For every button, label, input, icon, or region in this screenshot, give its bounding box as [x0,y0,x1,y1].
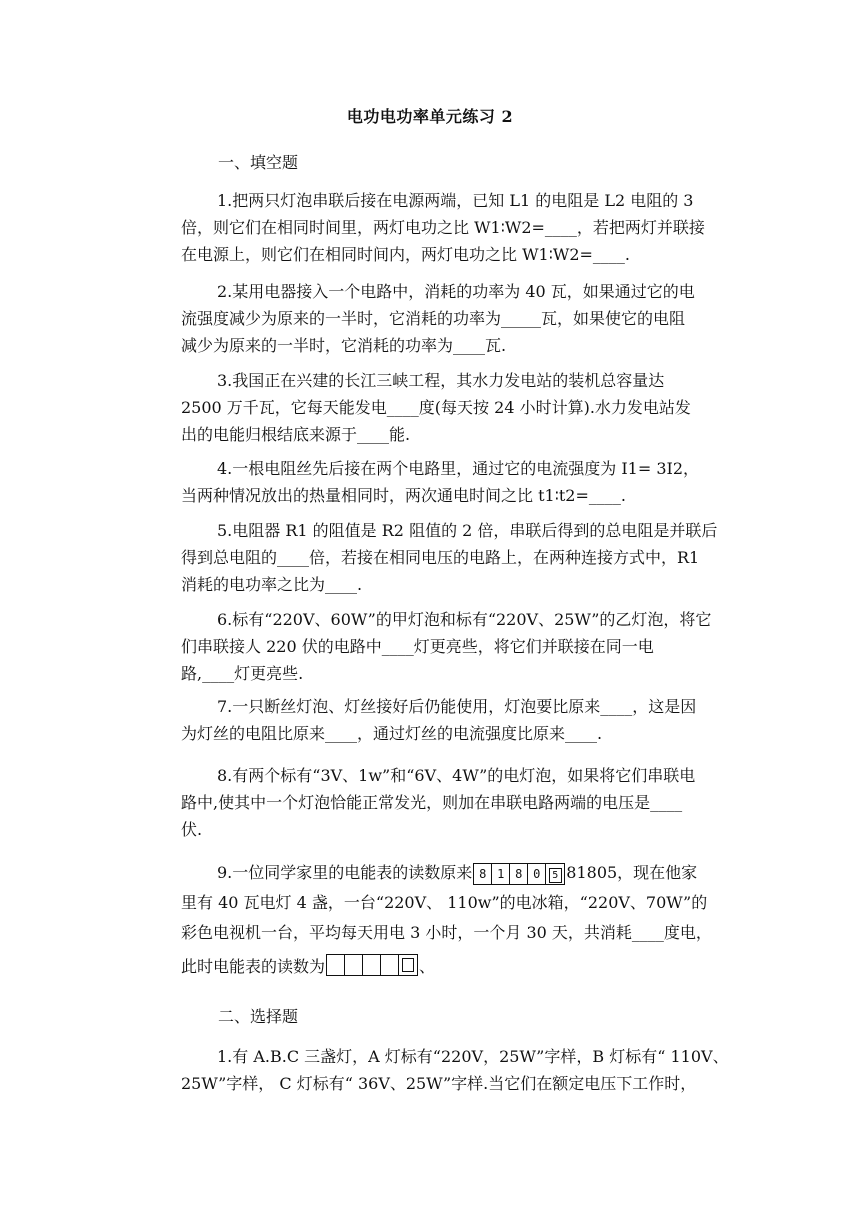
question-9-line-3: 彩色电视机一台，平均每天用电 3 小时，一个月 30 天，共消耗____度电， [181,923,712,942]
meter-digit: 8 [474,864,492,884]
question-6-line-3: 路,____灯更亮些. [181,664,304,683]
question-3-line-1: 3.我国正在兴建的长江三峡工程，其水力发电站的装机总容量达 [217,371,665,390]
section-choice-heading: 二、选择题 [218,1007,299,1026]
question-8-line-2: 路中,使其中一个灯泡恰能正常发光，则加在串联电路两端的电压是____ [181,793,683,812]
question-7-line-1: 7.一只断丝灯泡、灯丝接好后仍能使用，灯泡要比原来____，这是因 [217,697,697,716]
question-1-line-3: 在电源上，则它们在相同时间内，两灯电功之比 W1∶W2=____. [181,245,630,264]
choice-question-1-line-2: 25W”字样， C 灯标有“ 36V、25W”字样.当它们在额定电压下工作时， [181,1074,697,1093]
meter-digit: 5 [549,868,562,883]
question-4-line-2: 当两种情况放出的热量相同时，两次通电时间之比 t1∶t2=____. [181,486,626,505]
question-2-line-1: 2.某用电器接入一个电路中，消耗的功率为 40 瓦，如果通过它的电 [217,282,695,301]
question-7-line-2: 为灯丝的电阻比原来____，通过灯丝的电流强度比原来____. [181,724,603,743]
question-1-line-1: 1.把两只灯泡串联后接在电源两端，已知 L1 的电阻是 L2 电阻的 3 [217,191,694,210]
question-5 [181,517,721,598]
question-6-line-2: 们串联接人 220 伏的电路中____灯更亮些，将它们并联接在同一电 [181,637,654,656]
question-9-line-2: 里有 40 瓦电灯 4 盏，一台“220V、 110w”的电冰箱，“220V、70W”的 [181,893,708,912]
meter-reading-blank [326,954,418,976]
question-2 [181,278,721,359]
question-8-line-3: 伏. [181,820,203,839]
question-2-line-2: 流强度减少为原来的一半时，它消耗的功率为_____瓦，如果使它的电阻 [181,309,686,328]
question-8 [181,762,721,843]
question-9-line-4 [181,952,721,982]
choice-question-1 [181,1043,729,1097]
question-9-line-1-tail: 81805，现在他家 [566,863,698,882]
question-9-line-4-tail: 、 [419,957,436,976]
question-6 [181,606,721,687]
question-5-line-1: 5.电阻器 R1 的阻值是 R2 阻值的 2 倍，串联后得到的总电阻是并联后 [217,521,718,540]
question-6-line-1: 6.标有“220V、60W”的甲灯泡和标有“220V、25W”的乙灯泡，将它 [217,610,712,629]
choice-question-1-line-1: 1.有 A.B.C 三盏灯，A 灯标有“220V，25W”字样，B 灯标有“ 110V、 [217,1047,729,1066]
meter-digit: 8 [510,864,528,884]
question-4 [181,455,721,509]
question-8-line-1: 8.有两个标有“3V、1w”和“6V、4W”的电灯泡，如果将它们串联电 [217,766,696,785]
meter-digit: 1 [492,864,510,884]
question-9-line-1-text: 9.一位同学家里的电能表的读数原来 [217,863,473,882]
question-9-line-1 [181,858,721,888]
page-title: 电功电功率单元练习 2 [346,107,514,126]
question-2-line-3: 减少为原来的一半时，它消耗的功率为____瓦. [181,336,507,355]
question-9-line-4-text: 此时电能表的读数为 [181,957,326,976]
question-3-line-3: 出的电能归根结底来源于____能. [181,425,411,444]
question-3 [181,367,721,448]
question-9 [181,858,721,982]
meter-digit: 0 [528,864,546,884]
question-1-line-2: 倍，则它们在相同时间里，两灯电功之比 W1∶W2=____，若把两灯并联接 [181,218,705,237]
question-4-line-1: 4.一根电阻丝先后接在两个电路里，通过它的电流强度为 I1= 3I2， [217,459,700,478]
meter-reading-original [473,863,565,885]
question-1 [181,187,721,268]
section-fill-in-heading: 一、填空题 [218,153,299,172]
question-5-line-2: 得到总电阻的____倍，若接在相同电压的电路上，在两种连接方式中，R1 [181,548,700,567]
question-5-line-3: 消耗的电功率之比为____. [181,575,363,594]
question-7 [181,693,721,747]
question-3-line-2: 2500 万千瓦，它每天能发电____度(每天按 24 小时计算).水力发电站发 [181,398,691,417]
